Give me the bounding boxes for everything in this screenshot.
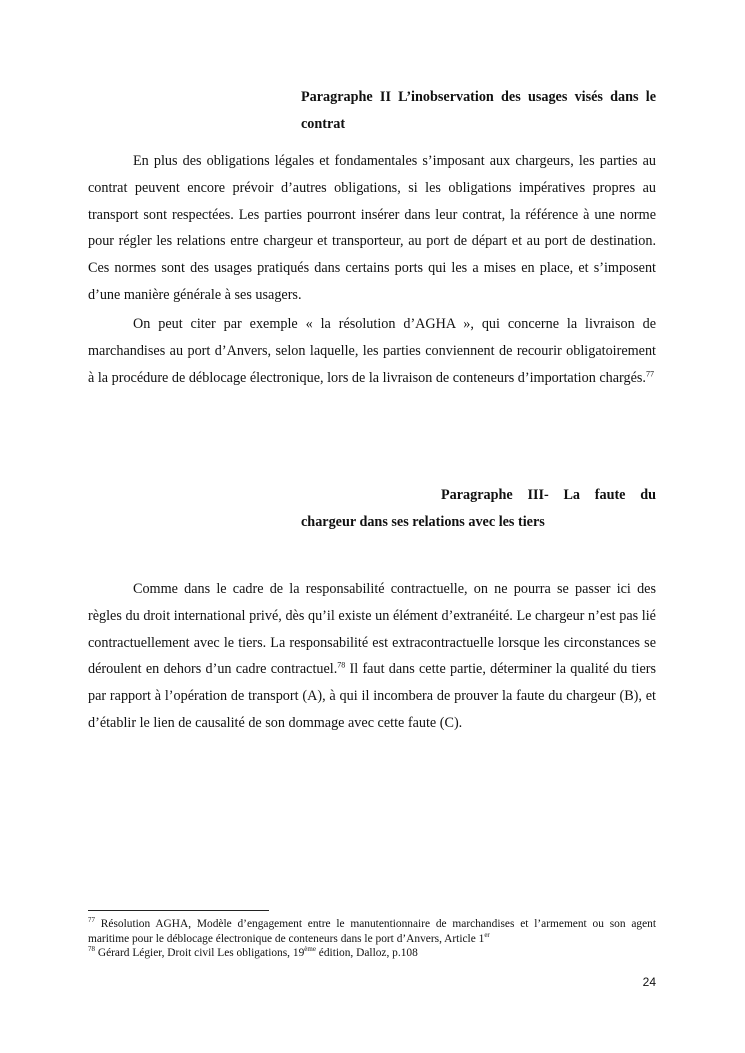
footnote-separator [88, 910, 269, 911]
body-paragraph-2-text: On peut citer par exemple « la résolution d’AGHA », qui concerne la livraison de marchandises au port d’Anvers, selon laquelle, les parties conviennent de recourir obligatoirement à la procédure de déblocage électronique, lors de la livraison de conteneurs d’importation chargés. [88, 316, 656, 386]
body-paragraph-3-text-b: Il faut dans cette partie, déterminer la qualité du tiers par rapport à l’opération de transport (A), à qui il incombera de prouver la faute du chargeur (B), et d’établir le lien de causalité de son dommage avec cette faute (C). [88, 661, 656, 731]
footnote-superscript: ème [304, 945, 316, 954]
footnote-text-tail: édition, Dalloz, p.108 [315, 947, 418, 959]
footnote-number: 78 [88, 945, 95, 954]
body-paragraph-2 [88, 311, 656, 391]
body-paragraph-1: En plus des obligations légales et fondamentales s’imposant aux chargeurs, les parties au contrat peuvent encore prévoir d’autres obligations, si les obligations impératives propres au transport sont respectées. Les parties pourront insérer dans leur contrat, la référence à une norme pour régler les relations entre chargeur et transporteur, au port de départ et au port de destination. Ces normes sont des usages pratiqués dans certains ports qui les a mises en place, et s’imposent d’une manière générale à ses usagers. [88, 153, 656, 303]
footnote-77 [88, 917, 656, 946]
footnote-ref-77[interactable]: 77 [645, 368, 654, 378]
footnote-ref-78[interactable]: 78 [337, 660, 346, 670]
heading-paragraph-2-line-1: Paragraphe II L’inobservation des usages visés dans le [301, 89, 656, 105]
footnote-number: 77 [88, 916, 95, 925]
footnote-superscript: er [484, 930, 490, 939]
footnote-text: Gérard Légier, Droit civil Les obligations, 19 [95, 947, 305, 959]
heading-paragraph-2-line-2: contrat [301, 116, 346, 132]
footnotes [88, 917, 656, 961]
heading-paragraph-3-line-1: Paragraphe III- La faute du [441, 487, 656, 503]
heading-paragraph-3-line-2: chargeur dans ses relations avec les tiers [301, 514, 545, 530]
footnote-text: Résolution AGHA, Modèle d’engagement entre le manutentionnaire de marchandises et l’armement ou son agent maritime pour le déblocage électronique de conteneurs dans le port d’Anvers, Article 1 [88, 918, 656, 945]
page-number: 24 [642, 975, 656, 989]
body-paragraph-3-text-a: Comme dans le cadre de la responsabilité contractuelle, on ne pourra se passer ici des règles du droit international privé, dès qu’il existe un élément d’extranéité. Le chargeur n’est pas lié contractuellement avec le tiers. La responsabilité est extracontractuelle lorsque les circonstances se déroulent en dehors d’un cadre contractuel. [88, 581, 656, 678]
body-paragraph-3 [88, 576, 656, 737]
footnote-78 [88, 946, 656, 961]
